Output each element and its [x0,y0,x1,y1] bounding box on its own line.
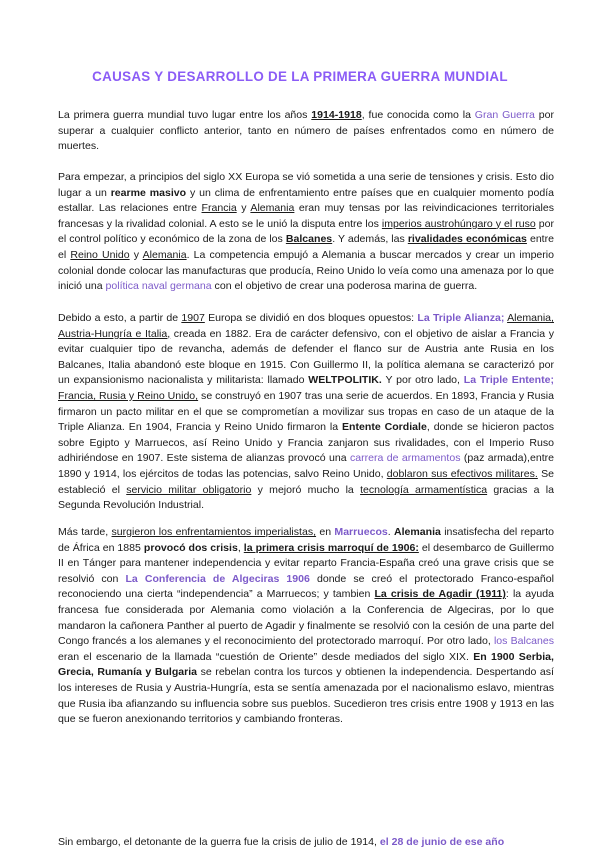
surgieron-highlight: surgieron los enfrentamientos imperialistas, [111,526,317,538]
text: Europa se dividió en dos bloques opuestos: [204,312,418,324]
paragraph-imperialism [58,525,554,728]
agadir-highlight: La crisis de Agadir (1911) [374,588,506,601]
text: por el control político y económico de la zona de los [58,217,554,246]
years-highlight: 1914-1918 [311,109,362,121]
text: Más tarde, [58,526,112,538]
text: Y por otro lado, [381,374,464,387]
text: , donde se hicieron pactos sobre Egipto y Marruecos, así Reino Unido y Francia zanjaron sus rivalidades, con el Imperio Ruso adhiriéndose en 1907. Este sistema de alianzas provocó una [58,421,554,465]
text: , fue conocida como la [361,109,475,121]
year-1907-highlight: 1907 [181,312,205,324]
tecnologia-highlight: tecnología armamentística [360,483,488,496]
balcanes-highlight: los Balcanes [493,635,554,648]
weltpolitik-highlight: WELTPOLITIK. [308,374,382,387]
reino-unido-highlight: Reino Unido [70,248,130,261]
marruecos-highlight: Marruecos [334,526,388,538]
alianza-members-highlight: Alemania, Austria-Hungría e Italia, [58,312,554,340]
carrera-armamentos-highlight: carrera de armamentos [349,452,461,465]
text: creada en 1882. Era de carácter defensivo, con el objetivo de aislar a Francia y evitar cualquier tipo de revancha, además de defender el flanco sur de Austria ante Rusia en los Balcanes, Italia abandonó este bloque en 1915. Con Guillermo II, la política alemana se caracterizó por un expansionismo nacionalista y militarista: llamado [58,327,554,387]
balcanes-highlight: Balcanes [285,233,333,246]
doblaron-highlight: doblaron sus efectivos militares. [386,467,538,480]
text: se construyó en 1907 tras una serie de acuerdos. En 1893, Francia y Rusia firmaron un pacto militar en el que se comprometían a movilizar sus tropas en caso de un ataque de la Triple Alianza. En 1904, Francia y Reino Unido firmaron la [58,389,554,434]
text: (paz armada),entre 1890 y 1914, los ejércitos de todas las potencias, salvo Reino Unido, [58,452,555,480]
text: en [316,526,335,538]
text: . Y además, las [332,233,408,246]
text: Debido a esto, a partir de [58,312,182,324]
text: Sin embargo, el detonante de la guerra fue la crisis de julio de 1914, [58,836,380,848]
alemania-highlight: Alemania [250,202,295,215]
imperios-highlight: imperios austrohúngaro y el ruso [381,217,536,230]
triple-alianza-highlight: La Triple Alianza; [417,312,505,324]
text: insatisfecha del reparto de África en 1885 [58,526,554,554]
text: por superar a cualquier conflicto anterior, tanto en número de países enfrentados como en número de muertes. [58,109,555,153]
paragraph-detonante [58,835,554,851]
text: eran muy tensas por las reivindicaciones territoriales francesas y la rivalidad colonial. A esto se le unió la disputa entre los [58,202,554,230]
text: con el objetivo de crear una poderosa marina de guerra. [211,280,478,293]
francia-highlight: Francia [201,202,237,215]
text: : la ayuda francesa fue considerada por Alemania como violación a la Conferencia de Algeciras, por lo que mandaron la cañonera Panther al puerto de Agadir y finalmente se resolvió con la cesión de una parte del Congo francés a los alemanes y el reconocimiento del protectorado marroquí. Por otro lado, [58,588,554,648]
text: donde se creó el protectorado Franco-español reconociendo una cierta “independencia” a Marruecos; y tambien [58,572,554,601]
entente-cordiale-highlight: Entente Cordiale [342,421,427,434]
text: Se estableció el [58,467,554,496]
text: gracias a la Segunda Revolución Industrial. [58,483,555,512]
provoco-highlight: provocó dos crisis [143,541,238,554]
text: el desembarco de Guillermo II en Tánger para mantener independencia y evitar reparto Francia-España creó una grave crisis que se resolvió con [58,541,554,585]
servicio-militar-highlight: servicio militar obligatorio [126,483,252,496]
text: y un clima de enfrentamiento entre países que en cualquier momento podía estallar. Las relaciones entre [58,186,555,215]
gran-guerra-highlight: Gran Guerra [474,109,535,121]
paragraph-alliances [58,311,554,514]
paragraph-intro [58,108,554,155]
text: se rebelan contra los turcos y obtienen la independencia. Despertando así los intereses de Rusia y Austria-Hungría, esta se sentía amenazada por el nacionalismo eslavo, mientras que Rusia iba afianzando su influencia sobre sus pueblos. Sucedieron tres crisis entre 1908 y 1913 en las que se fueron anexionando territorios y cambiando fronteras. [58,666,554,726]
text: entre el [58,233,554,261]
fecha-highlight: el 28 de junio de ese año [379,836,505,848]
primera-crisis-highlight: la primera crisis marroquí de 1906: [243,541,419,554]
text: Para empezar, a principios del siglo XX Europa se vió sometida a una serie de tensiones y crisis. Esto dio lugar a un [58,171,554,199]
text: La primera guerra mundial tuvo lugar entre los años [58,109,312,121]
document-title: CAUSAS Y DESARROLLO DE LA PRIMERA GUERRA MUNDIAL [92,69,508,84]
triple-entente-highlight: La Triple Entente; [463,374,554,387]
text: y [129,248,143,261]
text: . La competencia empujó a Alemania a buscar mercados y crear un imperio colonial donde colocar las manufacturas que producía, Reino Unido lo veía como una amenaza por lo que inició una [58,248,555,293]
text: y [236,202,251,215]
rivalidades-highlight: rivalidades económicas [407,233,527,246]
alemania-highlight: Alemania [142,248,187,261]
serbia-highlight: En 1900 Serbia, Grecia, Rumanía y Bulgaria [58,650,554,679]
text: y mejoró mucho la [251,483,361,496]
politica-naval-highlight: política naval germana [105,280,212,293]
text: , [237,541,244,554]
paragraph-causes [58,170,554,295]
algeciras-highlight: La Conferencia de Algeciras 1906 [125,572,310,585]
alemania-highlight: Alemania [393,526,441,538]
text: . [387,526,394,538]
text: eran el escenario de la llamada “cuestión de Oriente” desde mediados del siglo XIX. [58,650,474,663]
entente-members-highlight: Francia, Rusia y Reino Unido, [58,389,199,402]
rearme-highlight: rearme masivo [110,186,187,199]
